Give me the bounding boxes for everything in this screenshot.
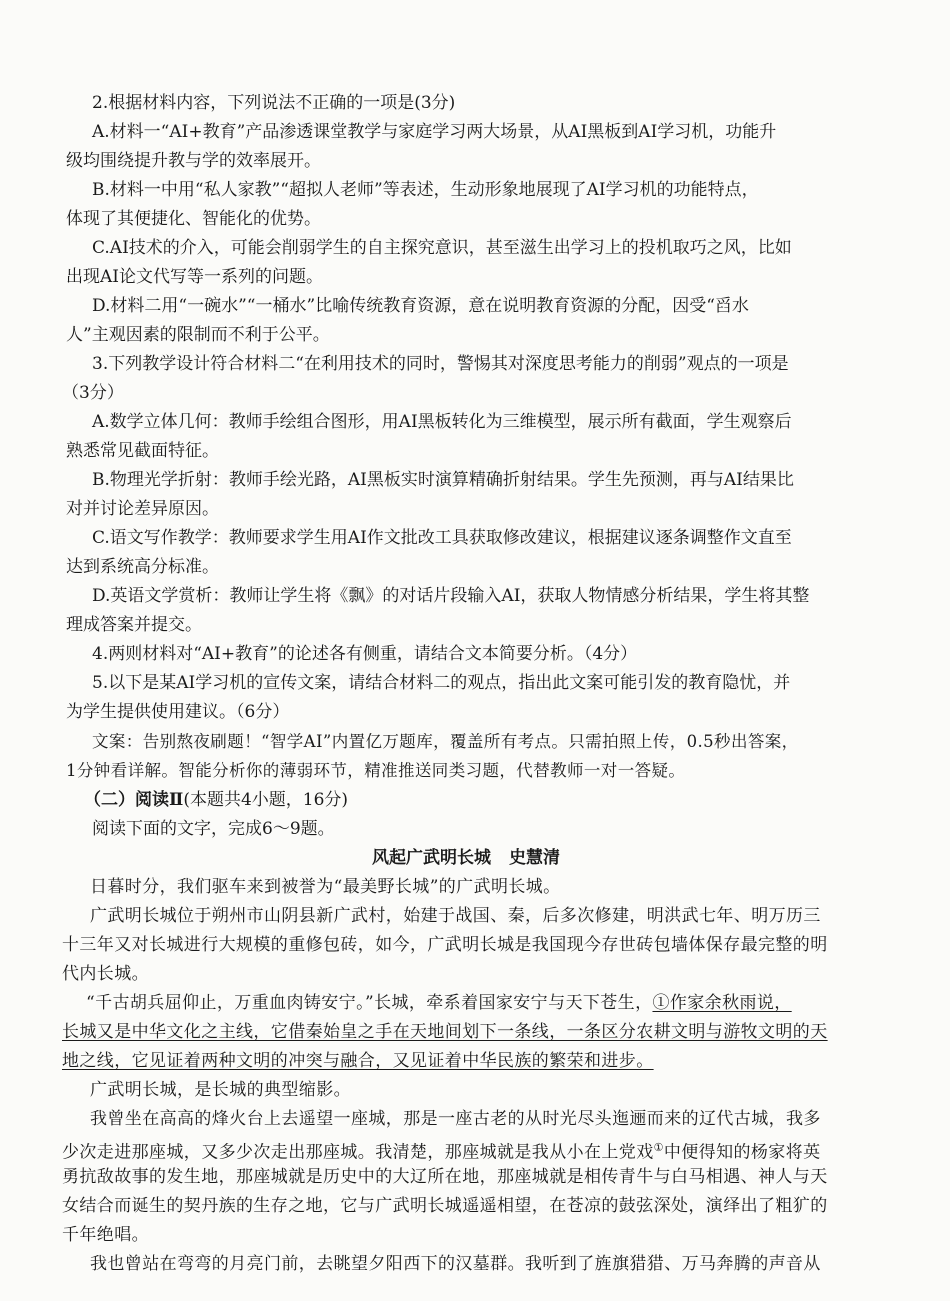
article-paragraph-6: 我也曾站在弯弯的月亮门前，去眺望夕阳西下的汉墓群。我听到了旌旗猎猎、万马奔腾的声音从: [90, 1254, 821, 1274]
article-paragraph-5-text: 中便得知的杨家将英: [663, 1142, 821, 1163]
q3-option-b-cont: 对并讨论差异原因。: [66, 499, 219, 519]
article-title-row: [372, 847, 560, 869]
section-heading-note: (本题共4小题，16分): [183, 790, 349, 810]
article-paragraph-5-cont: 女结合而诞生的契丹族的生存之地，它与广武明长城遥遥相望，在苍凉的鼓弦深处，演绎出了粗犷的: [62, 1196, 828, 1216]
underlined-sentence-1-cont: 地之线，它见证着两种文明的冲突与融合，又见证着中华民族的繁荣和进步。: [62, 1051, 654, 1071]
q5-stem-cont: 为学生提供使用建议。（6分）: [66, 702, 290, 722]
article-paragraph-2-cont: 十三年又对长城进行大规模的重修包砖，如今，广武明长城是我国现今存世砖包墙体保存最完整的明: [62, 935, 828, 955]
article-paragraph-5-cont: 勇抗敌故事的发生地，那座城就是历史中的大辽所在地，那座城就是相传青牛与白马相遇、神人与天: [62, 1167, 828, 1187]
q3-option-b: B.物理光学折射：教师手绘光路，AI黑板实时演算精确折射结果。学生先预测，再与AI结果比: [92, 470, 794, 490]
q2-option-c-cont: 出现AI论文代写等一系列的问题。: [66, 267, 323, 287]
q2-option-d-cont: 人”主观因素的限制而不利于公平。: [66, 325, 330, 345]
q3-option-a-cont: 熟悉常见截面特征。: [66, 441, 219, 461]
article-author: 史慧清: [509, 848, 560, 868]
q2-stem: 2.根据材料内容，下列说法不正确的一项是(3分): [92, 93, 456, 113]
q3-option-d-cont: 理成答案并提交。: [66, 615, 202, 635]
section-heading: [84, 789, 348, 811]
q3-option-d: D.英语文学赏析：教师让学生将《飘》的对话片段输入AI，获取人物情感分析结果，学生将其整: [92, 586, 810, 606]
section-instruction: 阅读下面的文字，完成6～9题。: [92, 819, 335, 839]
article-paragraph-2-cont: 代内长城。: [62, 964, 149, 984]
article-paragraph-3-text: “千古胡兵屈仰止，万重血肉铸安宁。”长城，牵系着国家安宁与天下苍生，: [86, 993, 653, 1013]
q2-option-b: B.材料一中用“私人家教”“超拟人老师”等表述，生动形象地展现了AI学习机的功能特点，: [92, 180, 759, 200]
q2-option-c: C.AI技术的介入，可能会削弱学生的自主探究意识，甚至滋生出学习上的投机取巧之风，比如: [92, 238, 792, 258]
q3-option-c: C.语文写作教学：教师要求学生用AI作文批改工具获取修改建议，根据建议逐条调整作文直至: [92, 528, 792, 548]
q5-ad-copy: 文案：告别熬夜刷题！“智学AI”内置亿万题库，覆盖所有考点。只需拍照上传，0.5秒出答案，: [92, 732, 799, 751]
article-paragraph-4: 广武明长城，是长城的典型缩影。: [90, 1080, 351, 1100]
q2-option-a: A.材料一“AI+教育”产品渗透课堂教学与家庭学习两大场景，从AI黑板到AI学习机，功能升: [92, 122, 777, 142]
article-paragraph-2: 广武明长城位于朔州市山阴县新广武村，始建于战国、秦，后多次修建，明洪武七年、明万历三: [90, 906, 821, 926]
q5-ad-copy-cont: 1分钟看详解。智能分析你的薄弱环节，精准推送同类习题，代替教师一对一答疑。: [66, 761, 686, 780]
q3-stem: 3.下列教学设计符合材料二“在利用技术的同时，警惕其对深度思考能力的削弱”观点的一项是: [92, 354, 789, 374]
q4-stem: 4.两则材料对“AI+教育”的论述各有侧重，请结合文本简要分析。（4分）: [92, 644, 638, 664]
article-paragraph-5: 我曾坐在高高的烽火台上去遥望一座城，那是一座古老的从时光尽头迤逦而来的辽代古城，我多: [90, 1109, 821, 1129]
article-paragraph-5-cont: 千年绝唱。: [62, 1225, 149, 1245]
article-paragraph-1: 日暮时分，我们驱车来到被誉为“最美野长城”的广武明长城。: [90, 877, 561, 897]
underlined-sentence-1-cont: 长城又是中华文化之主线，它借秦始皇之手在天地间划下一条线，一条区分农耕文明与游牧文明的天: [62, 1022, 828, 1042]
q2-option-b-cont: 体现了其便捷化、智能化的优势。: [66, 209, 321, 229]
underlined-sentence-1: ①作家余秋雨说，: [652, 993, 792, 1013]
q3-stem-cont: （3分）: [62, 383, 124, 403]
article-paragraph-3: [86, 992, 792, 1014]
q2-option-a-cont: 级均围绕提升教与学的效率展开。: [66, 151, 321, 171]
article-paragraph-5-text: 少次走进那座城，又多少次走出那座城。我清楚，那座城就是我从小在上党戏: [62, 1142, 654, 1163]
q3-option-c-cont: 达到系统高分标准。: [66, 557, 219, 577]
q2-option-d: D.材料二用“一碗水”“一桶水”比喻传统教育资源，意在说明教育资源的分配，因受“舀水: [92, 296, 749, 316]
section-heading-label: （二）阅读Ⅱ: [84, 790, 184, 810]
footnote-marker: ①: [653, 1141, 664, 1154]
article-paragraph-5-cont: [62, 1137, 820, 1164]
q3-option-a: A.数学立体几何：教师手绘组合图形，用AI黑板转化为三维模型，展示所有截面，学生观察后: [92, 412, 792, 432]
article-title: 风起广武明长城: [372, 848, 491, 868]
q5-stem: 5.以下是某AI学习机的宣传文案，请结合材料二的观点，指出此文案可能引发的教育隐忧，并: [92, 673, 791, 693]
